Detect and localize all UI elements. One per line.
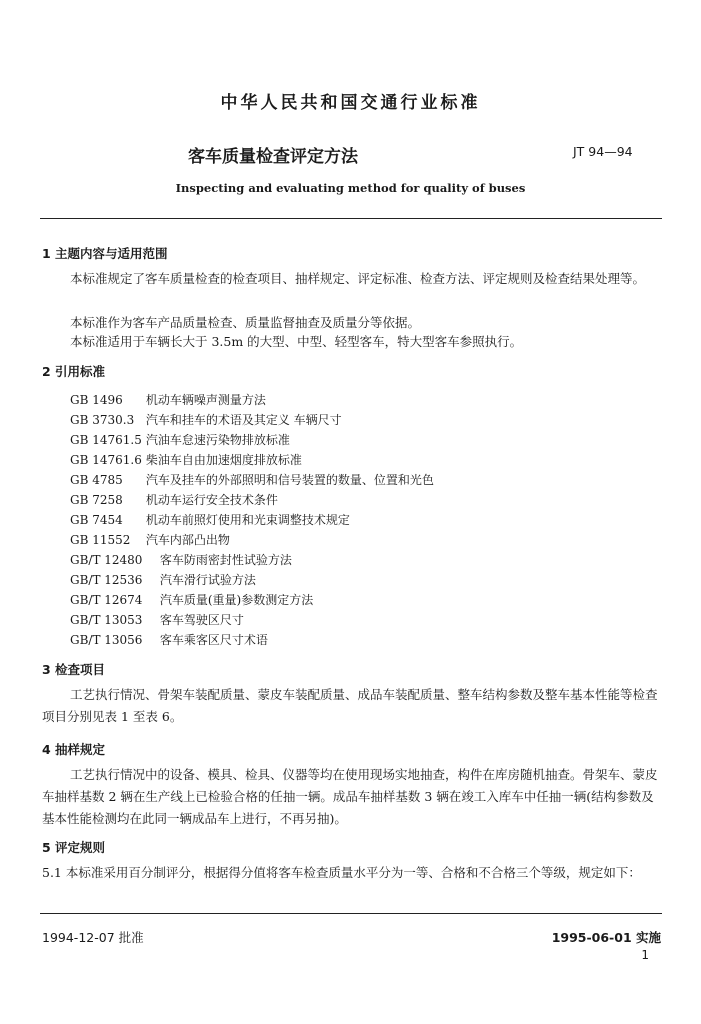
document-title: 客车质量检查评定方法 xyxy=(188,147,358,167)
reference-item xyxy=(70,491,278,508)
reference-title: 汽车滑行试验方法 xyxy=(159,573,256,587)
reference-code: GB 14761.5 xyxy=(70,433,142,447)
reference-code: GB 7258 xyxy=(70,493,123,507)
reference-code: GB 11552 xyxy=(70,533,131,547)
reference-title: 柴油车自由加速烟度排放标准 xyxy=(145,453,302,467)
reference-title: 汽车及挂车的外部照明和信号装置的数量、位置和光色 xyxy=(145,473,434,487)
effective-date: 1995-06-01 实施 xyxy=(551,930,661,945)
reference-item xyxy=(70,391,266,408)
reference-code: GB 3730.3 xyxy=(70,413,135,427)
footer-divider xyxy=(40,913,662,914)
reference-code: GB 1496 xyxy=(70,393,123,407)
standard-code: JT 94—94 xyxy=(573,144,633,159)
section-5-heading: 5 评定规则 xyxy=(42,840,106,855)
section-1-heading: 1 主题内容与适用范围 xyxy=(42,246,168,261)
page-number: 1 xyxy=(641,948,649,962)
reference-title: 机动车辆噪声测量方法 xyxy=(145,393,266,407)
reference-title: 汽车质量(重量)参数测定方法 xyxy=(159,593,314,607)
section-4-heading: 4 抽样规定 xyxy=(42,742,106,757)
reference-title: 汽油车怠速污染物排放标准 xyxy=(145,433,290,447)
section-3-heading: 3 检查项目 xyxy=(42,662,106,677)
section-1-para-3: 本标准适用于车辆长大于 3.5m 的大型、中型、轻型客车，特大型客车参照执行。 xyxy=(70,334,523,349)
section-2-heading: 2 引用标准 xyxy=(42,364,106,379)
reference-code: GB/T 12674 xyxy=(70,593,143,607)
reference-code: GB/T 12480 xyxy=(70,553,143,567)
reference-item xyxy=(70,471,434,488)
reference-item xyxy=(70,451,302,468)
reference-item xyxy=(70,571,256,588)
reference-code: GB 4785 xyxy=(70,473,123,487)
approval-date: 1994-12-07 批准 xyxy=(42,930,144,945)
reference-title: 客车乘客区尺寸术语 xyxy=(159,633,268,647)
reference-item xyxy=(70,551,292,568)
section-5-1-para: 5.1 本标准采用百分制评分，根据得分值将客车检查质量水平分为一等、合格和不合格三个等级，规定如下： xyxy=(42,865,641,880)
reference-item xyxy=(70,631,268,648)
reference-code: GB/T 13056 xyxy=(70,633,143,647)
reference-code: GB/T 13053 xyxy=(70,613,143,627)
reference-item xyxy=(70,591,313,608)
reference-title: 汽车内部凸出物 xyxy=(145,533,230,547)
reference-item xyxy=(70,431,290,448)
reference-item xyxy=(70,411,342,428)
section-1-para-2: 本标准作为客车产品质量检查、质量监督抽查及质量分等依据。 xyxy=(70,315,421,330)
reference-code: GB 7454 xyxy=(70,513,123,527)
issuing-body: 中华人民共和国交通行业标准 xyxy=(220,93,481,113)
reference-code: GB/T 12536 xyxy=(70,573,143,587)
reference-title: 客车防雨密封性试验方法 xyxy=(159,553,292,567)
reference-title: 机动车前照灯使用和光束调整技术规定 xyxy=(145,513,350,527)
section-1-para-1: 本标准规定了客车质量检查的检查项目、抽样规定、评定标准、检查方法、评定规则及检查结果处理等。 xyxy=(70,271,646,286)
reference-title: 汽车和挂车的术语及其定义 车辆尺寸 xyxy=(145,413,342,427)
reference-item xyxy=(70,611,244,628)
reference-item xyxy=(70,531,230,548)
section-4-para-1: 工艺执行情况中的设备、模具、检具、仪器等均在使用现场实地抽查，构件在库房随机抽查。骨架车、蒙皮车抽样基数 2 辆在生产线上已检验合格的任抽一辆。成品车抽样基数 3 辆在竣工入库车中任抽一辆(结构参数及基本性能检测均在此同一辆成品车上进行，不再另抽)。 xyxy=(42,767,658,826)
reference-item xyxy=(70,511,350,528)
reference-code: GB 14761.6 xyxy=(70,453,142,467)
english-title: Inspecting and evaluating method for quality of buses xyxy=(175,181,526,195)
section-3-para-1: 工艺执行情况、骨架车装配质量、蒙皮车装配质量、成品车装配质量、整车结构参数及整车基本性能等检查项目分别见表 1 至表 6。 xyxy=(42,687,658,724)
reference-title: 客车驾驶区尺寸 xyxy=(159,613,244,627)
reference-title: 机动车运行安全技术条件 xyxy=(145,493,278,507)
header-divider xyxy=(40,218,662,219)
